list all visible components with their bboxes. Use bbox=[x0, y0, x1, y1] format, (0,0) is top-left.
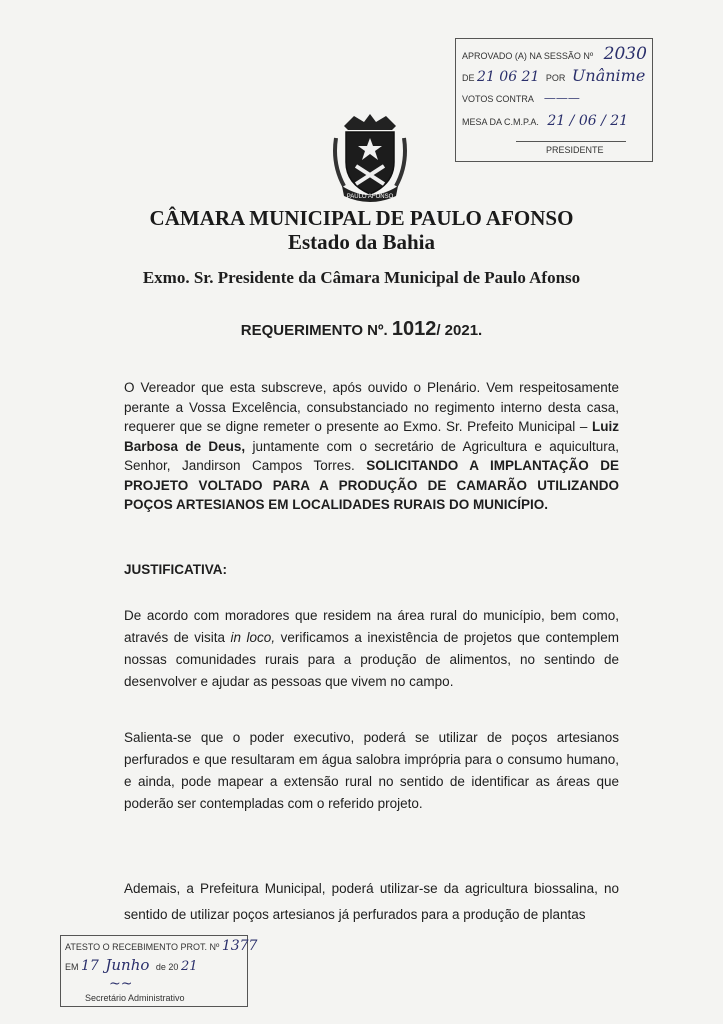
receipt-month: Junho bbox=[105, 956, 150, 974]
justification-paragraph-1 bbox=[124, 605, 619, 693]
presidente-label: PRESIDENTE bbox=[546, 145, 604, 155]
date-prefix: DE bbox=[462, 73, 475, 83]
requerimento-label: REQUERIMENTO Nº. bbox=[240, 322, 388, 339]
receipt-stamp bbox=[60, 935, 258, 1007]
secretary-label: Secretário Administrativo bbox=[85, 993, 185, 1003]
requerimento-heading bbox=[0, 318, 723, 341]
requerimento-number: 1012 bbox=[391, 318, 437, 340]
request-subject: SOLICITANDO A IMPLANTAÇÃO DE PROJETO VOLTADO PARA A PRODUÇÃO DE CAMARÃO UTILIZANDO POÇOS ARTESIANOS EM LOCALIDADES RURAIS DO MUNICÍPIO. bbox=[124, 458, 619, 512]
em-label: EM bbox=[65, 962, 79, 972]
in-loco-text: in loco, bbox=[230, 630, 276, 645]
request-text-2: juntamente com o secretário de Agricultura e aquicultura, Senhor, Jandirson Campos Torres. bbox=[124, 438, 619, 473]
receipt-year: 21 bbox=[180, 959, 198, 974]
justification-text: De acordo com moradores que residem na área rural do município, bem como, através de visita bbox=[124, 608, 619, 645]
coat-of-arms-logo bbox=[330, 108, 410, 204]
state-subtitle: Estado da Bahia bbox=[287, 230, 436, 254]
votos-contra-label: VOTOS CONTRA bbox=[462, 94, 534, 104]
mayor-name: Luiz Barbosa de Deus, bbox=[124, 419, 619, 454]
request-text: O Vereador que esta subscreve, após ouvido o Plenário. Vem respeitosamente perante a Vossa Excelência, consubstanciado no regimento interno desta casa, requerer que se digne remeter o presente ao Exmo. Sr. Prefeito Municipal – bbox=[124, 380, 619, 434]
justificativa-heading: JUSTIFICATIVA: bbox=[124, 562, 227, 577]
approval-result: Unânime bbox=[571, 66, 646, 85]
receipt-signature: ~~ bbox=[109, 976, 133, 992]
votos-contra-value: ——— bbox=[543, 91, 580, 105]
approval-stamp-label: APROVADO (A) NA SESSÃO Nº bbox=[462, 51, 594, 61]
approval-date: 21 06 21 bbox=[477, 69, 540, 85]
receipt-label: ATESTO O RECEBIMENTO PROT. Nº bbox=[65, 942, 220, 952]
organization-title: CÂMARA MUNICIPAL DE PAULO AFONSO bbox=[149, 206, 574, 230]
justification-paragraph-2: Salienta-se que o poder executivo, poderá se utilizar de poços artesianos perfurados e que resultaram em água salobra imprópria para o consumo humano, e ainda, pode mapear a extensão rural no sentido de identificar as áreas que poderão ser contempladas com o referido projeto. bbox=[124, 730, 619, 811]
signature-line bbox=[516, 141, 626, 142]
approval-stamp bbox=[455, 38, 653, 162]
requerimento-year: / 2021. bbox=[436, 322, 483, 339]
justification-paragraph-3: Ademais, a Prefeitura Municipal, poderá utilizar-se da agricultura biossalina, no sentido de utilizar poços artesianos já perfurados para a produção de plantas bbox=[124, 881, 619, 922]
logo-text: PAULO AFONSO bbox=[346, 194, 394, 200]
de-20-label: de 20 bbox=[155, 962, 179, 972]
justification-text-2: verificamos a inexistência de projetos que contemplem nossas comunidades rurais para a produção de alimentos, no sentindo de desenvolver e ajudar as pessoas que vivem no campo. bbox=[124, 630, 619, 689]
salutation: Exmo. Sr. Presidente da Câmara Municipal de Paulo Afonso bbox=[142, 268, 581, 287]
protocol-number: 1377 bbox=[221, 938, 258, 954]
session-number: 2030 bbox=[603, 44, 647, 64]
mesa-date: 21 / 06 / 21 bbox=[547, 113, 629, 129]
mesa-label: MESA DA C.M.P.A. bbox=[462, 117, 539, 127]
request-paragraph bbox=[124, 378, 619, 515]
receipt-day: 17 bbox=[81, 958, 99, 974]
por-label: POR bbox=[545, 73, 566, 83]
